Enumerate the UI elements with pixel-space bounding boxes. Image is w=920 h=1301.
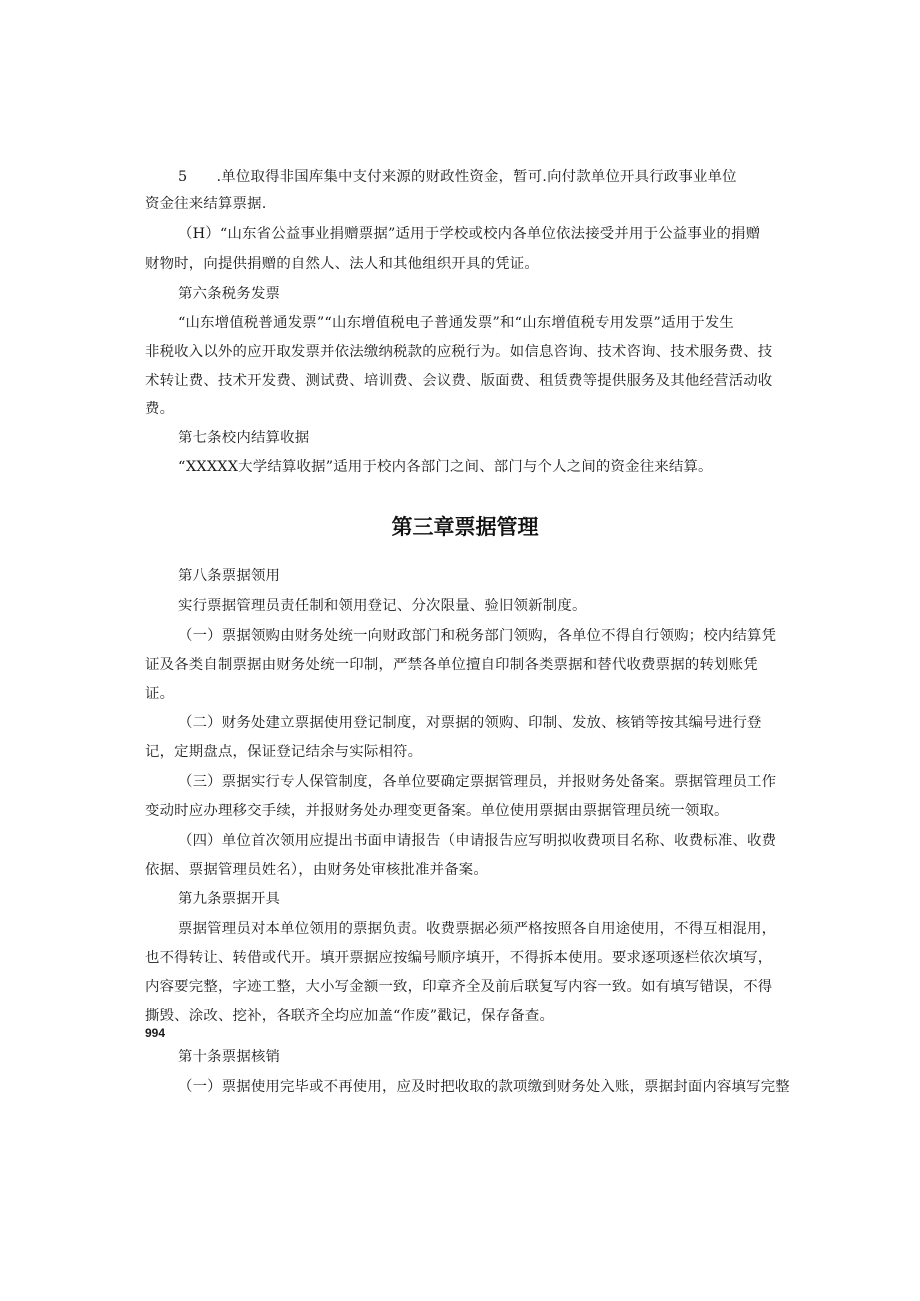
text-line: （二）财务处建立票据使用登记制度，对票据的领购、印制、发放、核销等按其编号进行登 — [178, 715, 762, 731]
text-line: （H）“山东省公益事业捐赠票据”适用于学校或校内各单位依法接受并用于公益事业的捐赠 — [178, 226, 761, 242]
page-number: 994 — [145, 1026, 166, 1040]
section-heading: 第七条校内结算收据 — [178, 430, 310, 446]
text-line: 财物时，向提供捐赠的自然人、法人和其他组织开具的凭证。 — [145, 256, 539, 272]
text-line: 费。 — [145, 401, 175, 417]
text-line: （三）票据实行专人保管制度，各单位要确定票据管理员，并报财务处备案。票据管理员工作 — [178, 774, 777, 790]
text-line: 票据管理员对本单位领用的票据负责。收费票据必须严格按照各自用途使用，不得互相混用， — [178, 921, 777, 937]
text-line: “山东增值税普通发票”“山东增值税电子普通发票”和“山东增值税专用发票”适用于发生 — [178, 315, 735, 331]
text-line: 证及各类自制票据由财务处统一印制，严禁各单位擅自印制各类票据和替代收费票据的转划账凭 — [145, 657, 758, 673]
text-line: （一）票据使用完毕或不再使用，应及时把收取的款项缴到财务处入账，票据封面内容填写完整 — [178, 1079, 790, 1095]
text-line: 5 .单位取得非国库集中支付来源的财政性资金，暂可.向付款单位开具行政事业单位 — [178, 169, 737, 185]
text-line: “XXXXX大学结算收据”适用于校内各部门之间、部门与个人之间的资金往来结算。 — [178, 459, 713, 475]
section-heading: 第十条票据核销 — [178, 1049, 281, 1065]
text-line: 内容要完整，字迹工整，大小写金额一致，印章齐全及前后联复写内容一致。如有填写错误，不得 — [145, 979, 773, 995]
text-line: （一）票据领购由财务处统一向财政部门和税务部门领购，各单位不得自行领购；校内结算凭 — [178, 628, 777, 644]
text-line: 记，定期盘点，保证登记结余与实际相符。 — [145, 744, 423, 760]
text-line: 依据、票据管理员姓名），由财务处审核批准并备案。 — [145, 862, 488, 878]
text-line: 变动时应办理移交手续，并报财务处办理变更备案。单位使用票据由票据管理员统一领取。 — [145, 803, 729, 819]
text-line: 撕毁、涂改、挖补，各联齐全均应加盖“作废”戳记，保存备查。 — [145, 1008, 555, 1024]
section-heading: 第八条票据领用 — [178, 568, 281, 584]
text-line: （四）单位首次领用应提出书面申请报告（申请报告应写明拟收费项目名称、收费标准、收费 — [178, 833, 777, 849]
text-line: 实行票据管理员责任制和领用登记、分次限量、验旧领新制度。 — [178, 598, 587, 614]
chapter-heading: 第三章票据管理 — [391, 515, 539, 539]
text-line: 术转让费、技术开发费、测试费、培训费、会议费、版面费、租赁费等提供服务及其他经营活动收 — [145, 373, 773, 389]
text-line: 资金往来结算票据. — [145, 196, 267, 212]
text-line: 非税收入以外的应开取发票并依法缴纳税款的应税行为。如信息咨询、技术咨询、技术服务费、技 — [145, 344, 773, 360]
section-heading: 第九条票据开具 — [178, 891, 281, 907]
text-line: 证。 — [145, 686, 175, 702]
section-heading: 第六条税务发票 — [178, 286, 281, 302]
text-line: 也不得转让、转借或代开。填开票据应按编号顺序填开，不得拆本使用。要求逐项逐栏依次填写， — [145, 950, 773, 966]
